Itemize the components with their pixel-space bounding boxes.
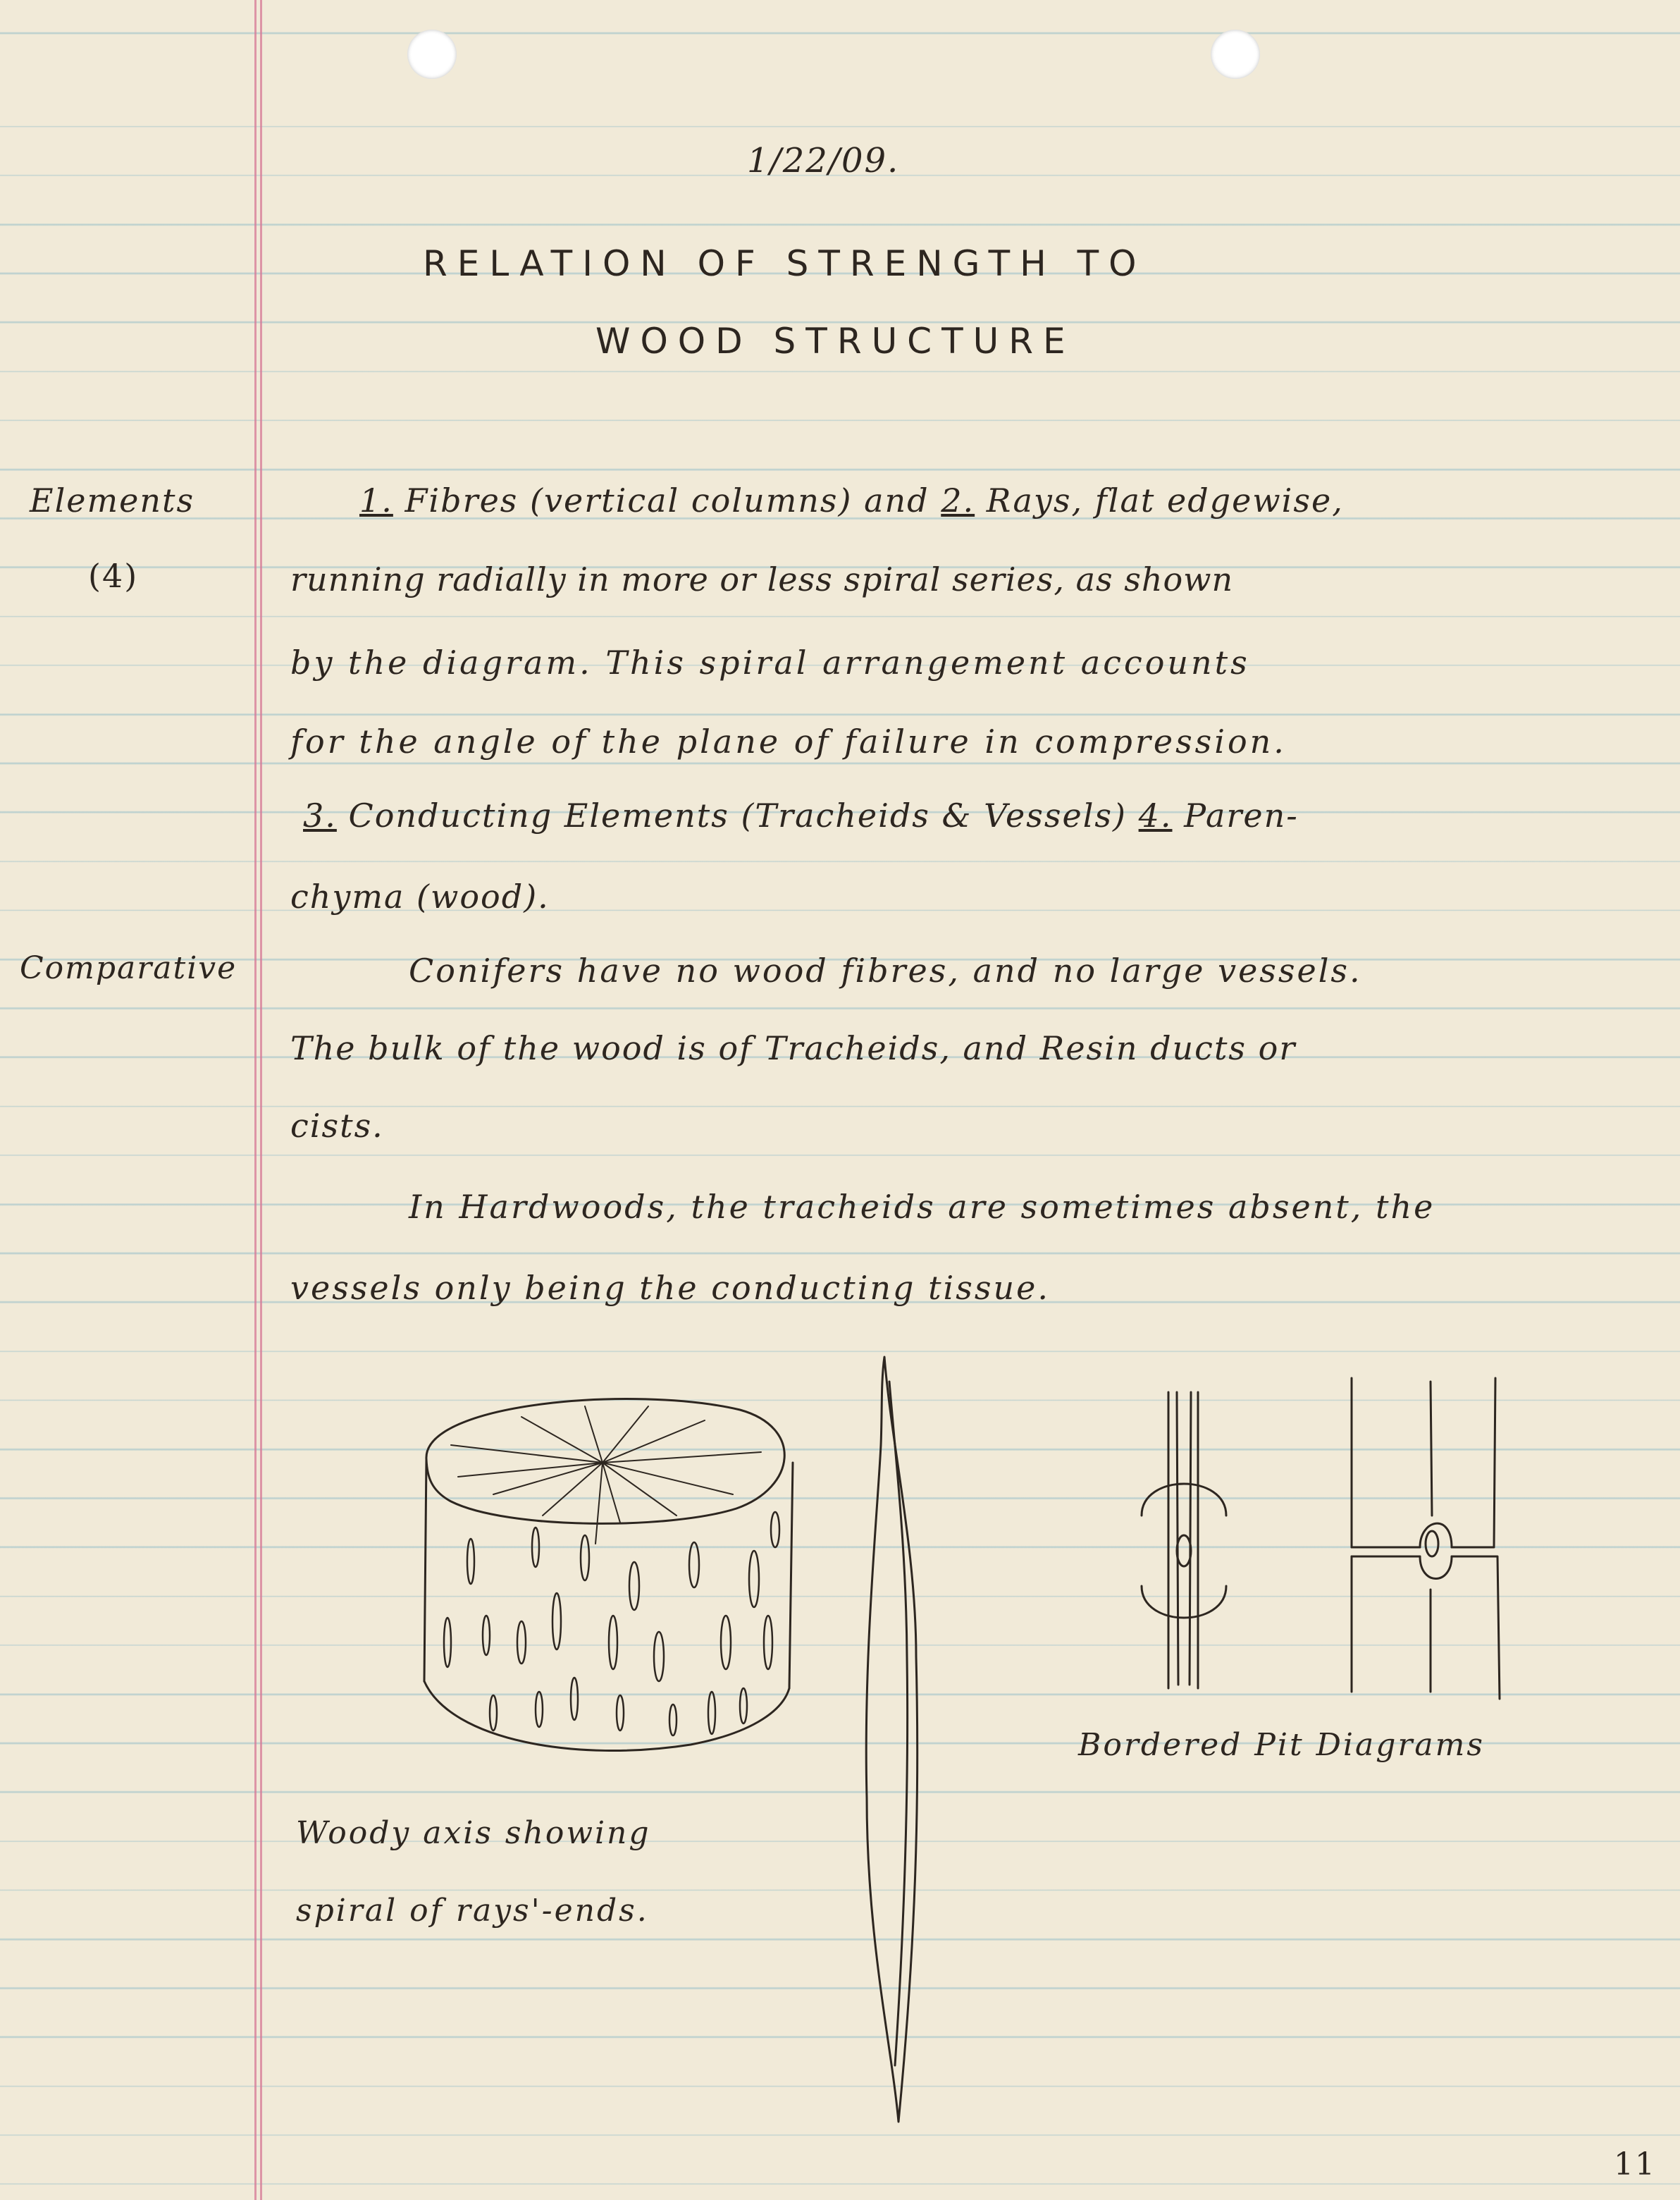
paragraph-1-line-2: running radially in more or less spiral series, as shown (290, 560, 1234, 598)
title-line-2: WOOD STRUCTURE (595, 321, 1075, 362)
margin-note-elements-count: (4) (88, 557, 139, 595)
item-number-1: 1. (359, 481, 393, 520)
paragraph-2-line-1: Conifers have no wood fibres, and no large vessels. (409, 952, 1362, 990)
item-number-2: 2. (941, 481, 975, 520)
paragraph-3-line-1: In Hardwoods, the tracheids are sometimes absent, the (409, 1188, 1435, 1226)
paragraph-2-line-3: cists. (290, 1107, 384, 1145)
vessel-marks (444, 1512, 779, 1735)
item-text-3: Conducting Elements (Tracheids & Vessels) (348, 797, 1127, 835)
item-text-1: Fibres (vertical columns) and (404, 481, 929, 520)
item-number-3: 3. (303, 797, 337, 835)
title-line-1: RELATION OF STRENGTH TO (423, 243, 1147, 284)
item-text-4: Paren- (1184, 797, 1299, 835)
page-number: 11 (1614, 2146, 1656, 2182)
woody-axis-drawing (424, 1399, 793, 1751)
margin-note-comparative: Comparative (20, 950, 237, 986)
caption-woody-axis-line-1: Woody axis showing (296, 1815, 651, 1851)
item-number-4: 4. (1138, 797, 1173, 835)
paragraph-2-line-2: The bulk of the wood is of Tracheids, and Resin ducts or (290, 1029, 1297, 1067)
date: 1/22/09. (747, 141, 900, 180)
paragraph-1-line-4: for the angle of the plane of failure in compression. (290, 723, 1287, 761)
fibre-drawing (866, 1357, 918, 2122)
paragraph-1-line-3: by the diagram. This spiral arrangement accounts (290, 644, 1250, 682)
bordered-pit-diagram-1 (1142, 1392, 1226, 1688)
margin-note-elements: Elements (30, 481, 195, 520)
paragraph-1-line-6: chyma (wood). (290, 878, 550, 916)
paragraph-3-line-2: vessels only being the conducting tissue. (290, 1269, 1050, 1307)
caption-woody-axis-line-2: spiral of rays'-ends. (296, 1893, 649, 1929)
bordered-pit-diagram-2 (1352, 1378, 1500, 1699)
caption-bordered-pit: Bordered Pit Diagrams (1078, 1727, 1485, 1763)
item-text-2: Rays, flat edgewise, (986, 481, 1344, 520)
